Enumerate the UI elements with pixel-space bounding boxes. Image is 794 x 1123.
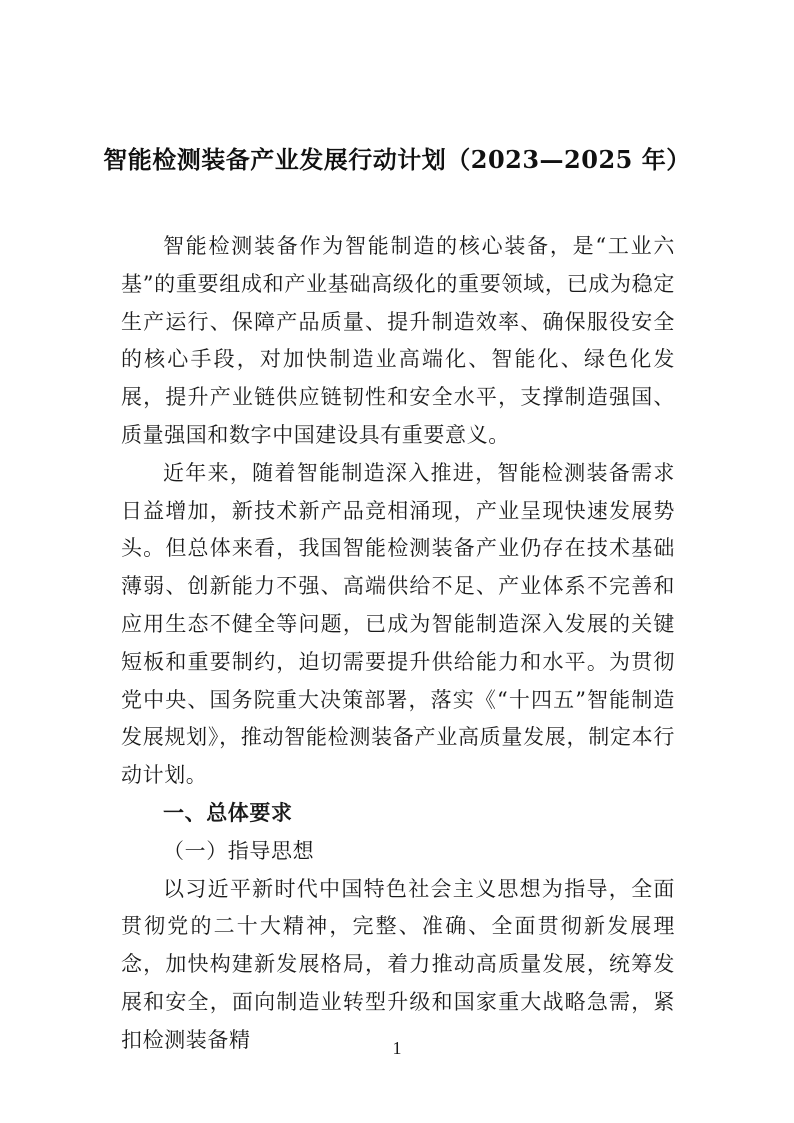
document-title: 智能检测装备产业发展行动计划（2023—2025 年）: [103, 145, 691, 174]
paragraph-intro: 智能检测装备作为智能制造的核心装备，是“工业六基”的重要组成和产业基础高级化的重要领域，已成为稳定生产运行、保障产品质量、提升制造效率、确保服役安全的核心手段，对加快制造业高端化、智能化、绿色化发展，提升产业链供应链韧性和安全水平，支撑制造强国、质量强国和数字中国建设具有重要意义。: [121, 234, 675, 447]
paragraph-background: 近年来，随着智能制造深入推进，智能检测装备需求日益增加，新技术新产品竞相涌现，产业呈现快速发展势头。但总体来看，我国智能检测装备产业仍存在技术基础薄弱、创新能力不强、高端供给不足、产业体系不完善和应用生态不健全等问题，已成为智能制造深入发展的关键短板和重要制约，迫切需要提升供给能力和水平。为贯彻党中央、国务院重大决策部署，落实《“十四五”智能制造发展规划》，推动智能检测装备产业高质量发展，制定本行动计划。: [121, 460, 675, 788]
document-body: [121, 228, 675, 1060]
page-number: 1: [392, 1038, 402, 1058]
section-heading: 一、总体要求: [163, 800, 293, 825]
paragraph-guiding: 以习近平新时代中国特色社会主义思想为指导，全面贯彻党的二十大精神，完整、准确、全面贯彻新发展理念，加快构建新发展格局，着力推动高质量发展，统筹发展和安全，面向制造业转型升级和国家重大战略急需，紧扣检测装备精: [121, 876, 675, 1052]
subsection-heading: （一）指导思想: [163, 838, 315, 863]
